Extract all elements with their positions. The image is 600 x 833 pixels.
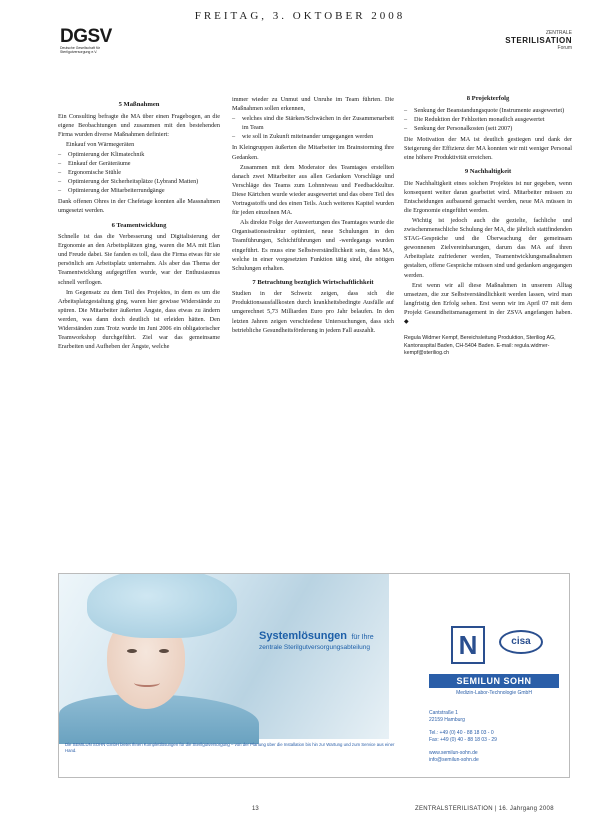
list-item: – Einkauf der Geräteräume bbox=[58, 159, 220, 168]
list-item: – Optimierung der Mitarbeiterrundgänge bbox=[58, 186, 220, 195]
ad-contact bbox=[429, 710, 564, 764]
article-column-2 bbox=[232, 95, 394, 336]
ad-eye-shape bbox=[159, 649, 169, 653]
paragraph: Studien in der Schweiz zeigen, dass sich die Produktionsausfallkosten durch krankheitsbedingte Ausfälle auf umgerechnet 5,73 Milliarden Euro pro Jahr belaufen. In den letzten Jahren zeigen verschiedene Untersuchungen, dass sich betriebliche Gesundheitsförderung in jedem Fall auszahlt. bbox=[232, 290, 394, 334]
paragraph: Als direkte Folge der Auswertungen des Teamtages wurde die Organisationsstruktur optimiert, neue Schulungen in den Teamführungen, Schichtführungen und -werdegangs wurden eingeführt. Es muss eine Selbstverständlichkeit sein, dass MA, welche in einer vorgesetzten Funktion tätig sind, die nötigen Schulungen erhalten. bbox=[232, 219, 394, 272]
section-heading-projekterfolg: 8 Projekterfolg bbox=[466, 95, 510, 102]
author-info: Regula Widmer Kempf, Bereichsleitung Produktion, Steriliog AG, Kantonsspital Baden, CH-5404 Baden. E-mail: regula.widmer-kempf@steriliog.ch bbox=[404, 335, 556, 357]
section-heading-betrachtung: 7 Betrachtung bezüglich Wirtschaftlichkeit bbox=[252, 278, 374, 286]
dgsv-logo-text: DGSV bbox=[60, 26, 112, 47]
n-logo-icon: N bbox=[451, 626, 485, 664]
ad-smile-shape bbox=[134, 679, 160, 687]
paragraph: Schnelle ist das die Verbesserung und Digitalisierung der Ergonomie an den Arbeitsplätzen ging, waren die MA mit Elan und Freude dabei. Sie fanden es toll, dass die Firma etwas für sie persönlich am Arbeitsplatz unternahm. Als aber das Thema der Teamentwicklung aufgegriffen wurde, war der Enthusiasmus schnell verflogen. bbox=[58, 233, 220, 286]
bullet-list bbox=[58, 150, 220, 195]
ad-title bbox=[259, 626, 429, 651]
paragraph bbox=[404, 281, 572, 327]
section-heading-teamentwicklung: 6 Teamentwicklung bbox=[111, 221, 167, 229]
paragraph: Ein Consulting befragte die MA über einen Fragebogen, an die eigene Beobachtungen und zusammen mit den bestehenden Firma wurden diverse Maßnahmen definiert: bbox=[58, 112, 220, 138]
article-column-1 bbox=[58, 95, 220, 352]
ad-address-line: 22159 Hamburg bbox=[429, 717, 465, 723]
cisa-logo-icon: cisa bbox=[499, 630, 543, 654]
magazine-info: ZENTRALSTERILISATION | 16. Jahrgang 2008 bbox=[415, 806, 554, 812]
ad-address-line: Cantstraße 1 bbox=[429, 710, 458, 716]
ad-title-small: für Ihre bbox=[351, 634, 374, 641]
paragraph: Einkauf von Wärmegeräten bbox=[66, 140, 135, 148]
bullet-list bbox=[232, 114, 394, 141]
list-item: – Die Reduktion der Fehlzeiten monatlich ausgewertet bbox=[404, 115, 572, 124]
paragraph: Dank offenen Ohres in der Chefetage konnten alle Massnahmen umgesetzt werden. bbox=[58, 198, 220, 215]
list-item: – Ergonomische Stühle bbox=[58, 168, 220, 177]
end-mark-icon: ◆ bbox=[404, 318, 409, 325]
list-item: – wie soll in Zukunft miteinander umgegangen werden bbox=[232, 132, 394, 141]
ad-cap-shape bbox=[87, 573, 237, 638]
ad-brand-subtitle: Medizin-Labor-Technologie GmbH bbox=[456, 690, 532, 696]
logo-right-line2: STERILISATION bbox=[505, 36, 572, 45]
bullet-list bbox=[404, 106, 572, 133]
list-item: – Optimierung der Klimatechnik bbox=[58, 150, 220, 159]
paragraph-text: Erst wenn wir all diese Maßnahmen in unserem Alltag umsetzen, die zur Selbstverständlichkeit werden lassen, wird man langfristig den Erfolg sehen. Erst wenn wir im April 07 mit dem Projekt Gesundheitsmanagement in der ZSVA angefangen haben. bbox=[404, 281, 572, 316]
ad-footer-text: Die SEMILUN SOHN GmbH bietet Ihnen Komplettlösungen für die Sterilgutversorgung – von der Planung über die Installation bis hin zur Wartung und zum Service aus einer Hand. bbox=[65, 742, 395, 753]
paragraph: Die Nachhaltigkeit eines solchen Projektes ist nur gegeben, wenn konsequent weiter daran gearbeitet wird. Mitarbeiter müssen zu Entscheidungen aufbauend gemacht werden, neue MA müssen in die Ergonomie eingeführt werden. bbox=[404, 179, 572, 214]
ad-email-link[interactable]: info@semilun-sohn.de bbox=[429, 757, 479, 763]
article-column-3 bbox=[404, 95, 572, 358]
ad-brand-logo: SEMILUN SOHN bbox=[429, 674, 559, 688]
paragraph: Wichtig ist jedoch auch die gezielte, fachliche und zwischenmenschliche Schulung der MA, die jährlich stattfindenden STAG-Gespräche und die Überwachung der gemeinsam gewonnenen Zielvereinbarungen, darum das MA auf ihren Arbeitsplatz zufriedener werden, Teamentwicklungsmaßnahmen gestalten, offene Gespräche müssen sind und gedanken angegangen werden. bbox=[404, 216, 572, 279]
advertisement[interactable] bbox=[58, 573, 570, 778]
dgsv-logo-subtitle: Deutsche Gesellschaft für Sterilgutversorgung e.V. bbox=[60, 46, 101, 54]
paragraph: Im Gegensatz zu dem Teil des Projektes, in dem es um die Arbeitsplatzgestaltung ging, waren hier gewisse Widerstände zu spüren. Die Mitarbeiter äußerten Ängste, dass etwas zu ändern werden, was dann doch deutlich ist erleiden hätten. Den Widerständen zum Trotz wurde im Juni 2006 ein obligatorischer Teamworkshop durchgeführt. Ziel war das gemeinsame Erarbeiten und Aufheben der Ängste, welche bbox=[58, 288, 220, 351]
logo-right-line3: Forum bbox=[557, 45, 572, 51]
list-item: – welches sind die Stärken/Schwächen in der Zusammenarbeit im Team bbox=[232, 114, 394, 132]
ad-photo bbox=[59, 574, 389, 739]
dgsv-logo bbox=[60, 28, 124, 54]
ad-website-link[interactable]: www.semilun-sohn.de bbox=[429, 750, 478, 756]
ad-eye-shape bbox=[127, 649, 137, 653]
ad-fax: Fax: +49 (0) 40 - 88 18 03 - 29 bbox=[429, 737, 497, 743]
paragraph: immer wieder zu Unmut und Unruhe im Team führten. Die Maßnahmen sollen erkennen, bbox=[232, 96, 394, 113]
paragraph: Die Motivation der MA ist deutlich gestiegen und dank der Steigerung der Effizienz der MA konnten wir mit weniger Personal eine höhere Produktivität erreichen. bbox=[404, 135, 572, 161]
list-item: – Senkung der Beanstandungsquote (Instrumente ausgewertet) bbox=[404, 106, 572, 115]
page-number: 13 bbox=[252, 806, 259, 812]
list-item: – Optimierung der Sicherheitsplätze (Lybrand Matten) bbox=[58, 177, 220, 186]
ad-title-sub: zentrale Sterilgutversorgungsabteilung bbox=[259, 644, 370, 651]
ad-title-big: Systemlösungen bbox=[259, 630, 348, 642]
paragraph: In Kleingruppen äußerten die Mitarbeiter im Brainstorming ihre Gedanken. bbox=[232, 144, 394, 161]
logo-right-line1: ZENTRALE bbox=[545, 30, 572, 36]
ad-phone: Tel.: +49 (0) 40 - 88 18 03 - 0 bbox=[429, 730, 494, 736]
list-item: – Senkung der Personalkosten (seit 2007) bbox=[404, 124, 572, 133]
section-heading-nachhaltigkeit: 9 Nachhaltigkeit bbox=[464, 168, 512, 176]
zentralsterilisation-logo bbox=[505, 30, 572, 51]
paragraph: Zusammen mit dem Moderator des Teamtages erstellten danach zwei Mitarbeiter aus allen Gedanken Vorschläge und Verschläge des Teams zum Lohnniveau und Feedbackkultur. Diese Kärtchen wurde wieder ausgewertet und das obere Teil des Vortragsstoffs und des einen Teils. Auch weiteres Kapitel wurden für jeden einzelnen MA. bbox=[232, 163, 394, 217]
header-date: FREITAG, 3. OKTOBER 2008 bbox=[194, 10, 406, 22]
section-heading-massnahmen: 5 Maßnahmen bbox=[118, 101, 160, 108]
